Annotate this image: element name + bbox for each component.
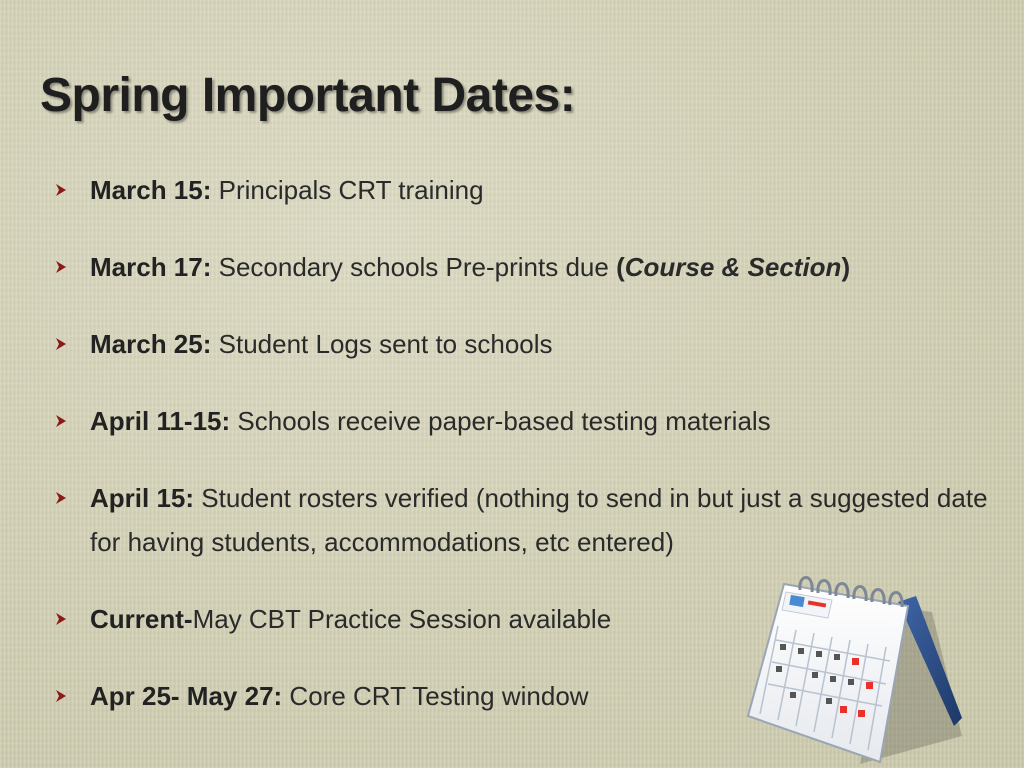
emphasis-text: Course & Section bbox=[624, 252, 842, 282]
date-label: Apr 25- May 27: bbox=[90, 681, 283, 711]
list-item bbox=[56, 399, 996, 443]
arrow-bullet-icon bbox=[56, 492, 66, 504]
date-label: March 25: bbox=[90, 329, 212, 359]
list-item bbox=[56, 168, 996, 212]
paren-open: ( bbox=[616, 252, 625, 282]
date-label: March 15: bbox=[90, 175, 212, 205]
date-label: Current- bbox=[90, 604, 193, 634]
date-label: April 11-15: bbox=[90, 406, 231, 436]
item-text: Student rosters verified (nothing to send in but just a suggested date for having students, accommodations, etc entered) bbox=[90, 483, 988, 557]
arrow-bullet-icon bbox=[56, 184, 66, 196]
date-label: April 15: bbox=[90, 483, 195, 513]
arrow-bullet-icon bbox=[56, 338, 66, 350]
arrow-bullet-icon bbox=[56, 690, 66, 702]
desk-calendar-icon bbox=[740, 566, 976, 766]
list-item bbox=[56, 476, 996, 564]
item-text: Student Logs sent to schools bbox=[218, 329, 553, 359]
paren-close: ) bbox=[841, 252, 851, 282]
arrow-bullet-icon bbox=[56, 613, 66, 625]
item-text: May CBT Practice Session available bbox=[192, 604, 612, 634]
list-item bbox=[56, 245, 996, 289]
item-text: Secondary schools Pre-prints due bbox=[218, 252, 617, 282]
item-text: Schools receive paper-based testing materials bbox=[237, 406, 771, 436]
date-label: March 17: bbox=[90, 252, 212, 282]
list-item bbox=[56, 322, 996, 366]
item-text: Core CRT Testing window bbox=[289, 681, 589, 711]
item-text: Principals CRT training bbox=[218, 175, 484, 205]
slide-title: Spring Important Dates: bbox=[40, 69, 576, 122]
arrow-bullet-icon bbox=[56, 415, 66, 427]
arrow-bullet-icon bbox=[56, 261, 66, 273]
